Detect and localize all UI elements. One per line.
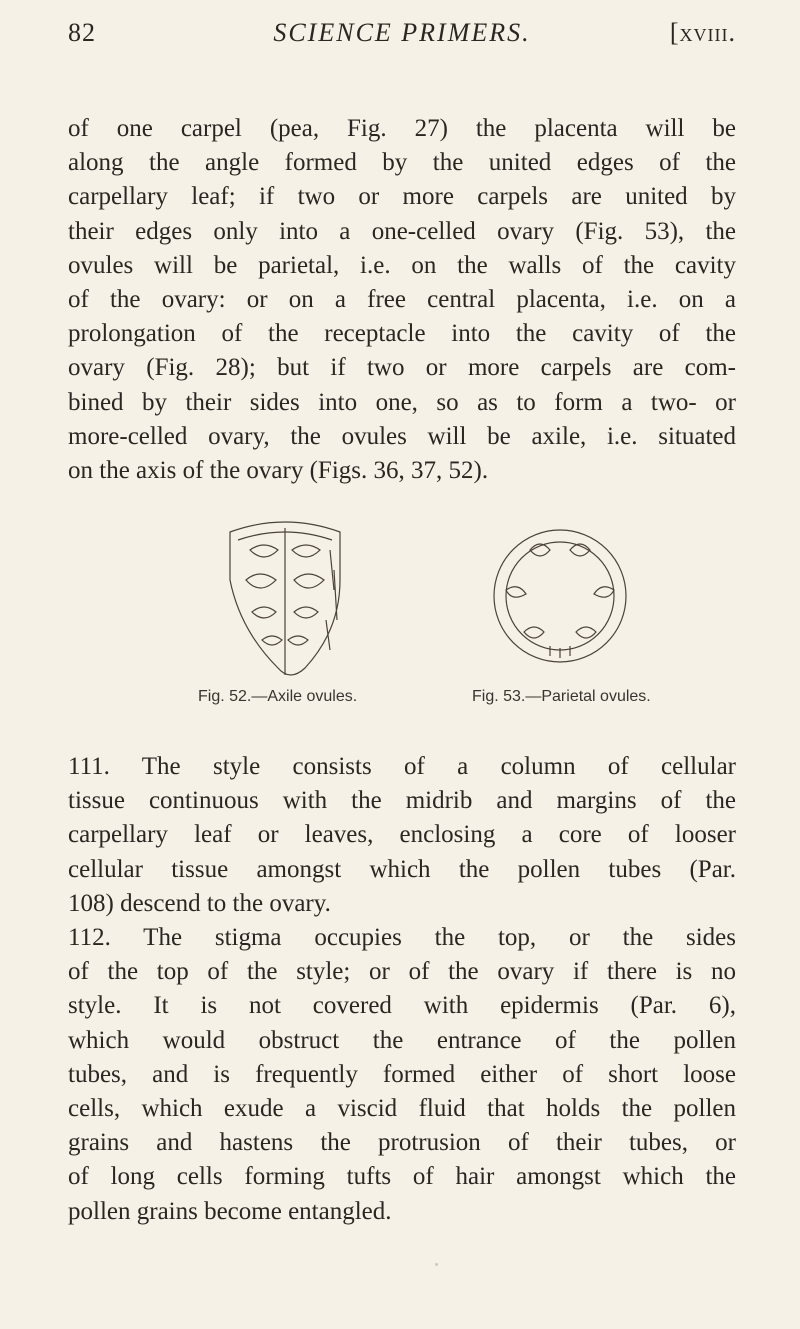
section-marker: [xviii. — [669, 18, 736, 47]
print-speck — [435, 1263, 438, 1266]
text-line: carpellary leaf; if two or more carpels are united by — [68, 183, 736, 211]
figure-row — [0, 510, 800, 730]
text-line: of the ovary: or on a free central placenta, i.e. on a — [68, 286, 736, 314]
figure-caption: Fig. 52.—Axile ovules. — [198, 688, 358, 705]
text-line: carpellary leaf or leaves, enclosing a core of looser — [68, 821, 736, 849]
figure-53 — [472, 510, 651, 705]
text-line: their edges only into a one-celled ovary (Fig. 53), the — [68, 217, 736, 245]
text-line: ovules will be parietal, i.e. on the walls of the cavity — [68, 251, 736, 279]
text-line: tubes, and is frequently formed either of short loose — [68, 1060, 736, 1088]
figure-52 — [190, 510, 380, 705]
text-line: tissue continuous with the midrib and margins of the — [68, 787, 736, 815]
figure-caption: Fig. 53.—Parietal ovules. — [472, 688, 651, 705]
text-line: grains and hastens the protrusion of their tubes, or — [68, 1129, 736, 1157]
page-number: 82 — [68, 18, 96, 47]
text-line: along the angle formed by the united edges of the — [68, 149, 736, 177]
text-line: cells, which exude a viscid fluid that holds the pollen — [68, 1095, 736, 1123]
text-line: 111. The style consists of a column of cellular — [68, 753, 736, 780]
text-line: ovary (Fig. 28); but if two or more carpels are com- — [68, 354, 736, 382]
text-line: cellular tissue amongst which the pollen tubes (Par. — [68, 855, 736, 883]
text-line: more-celled ovary, the ovules will be axile, i.e. situated — [68, 422, 736, 450]
text-line: prolongation of the receptacle into the cavity of the — [68, 320, 736, 348]
parietal-ovules-illustration — [480, 510, 640, 682]
paragraph-style-and-stigma — [68, 750, 736, 1229]
text-line: of the top of the style; or of the ovary if there is no — [68, 958, 736, 986]
text-line: which would obstruct the entrance of the pollen — [68, 1026, 736, 1054]
running-title: SCIENCE PRIMERS. — [273, 18, 531, 47]
paragraph-ovule-placement — [68, 112, 736, 488]
text-line: 108) descend to the ovary. — [68, 889, 331, 917]
axile-ovules-illustration — [190, 510, 380, 682]
text-line: of long cells forming tufts of hair amongst which the — [68, 1163, 736, 1191]
text-line: on the axis of the ovary (Figs. 36, 37, 52). — [68, 457, 489, 485]
text-line: pollen grains become entangled. — [68, 1197, 392, 1225]
page-header — [68, 18, 736, 58]
text-line: of one carpel (pea, Fig. 27) the placenta will be — [68, 115, 736, 142]
text-line: bined by their sides into one, so as to form a two- or — [68, 388, 736, 416]
text-line: style. It is not covered with epidermis (Par. 6), — [68, 992, 736, 1020]
text-line: 112. The stigma occupies the top, or the sides — [68, 924, 736, 952]
